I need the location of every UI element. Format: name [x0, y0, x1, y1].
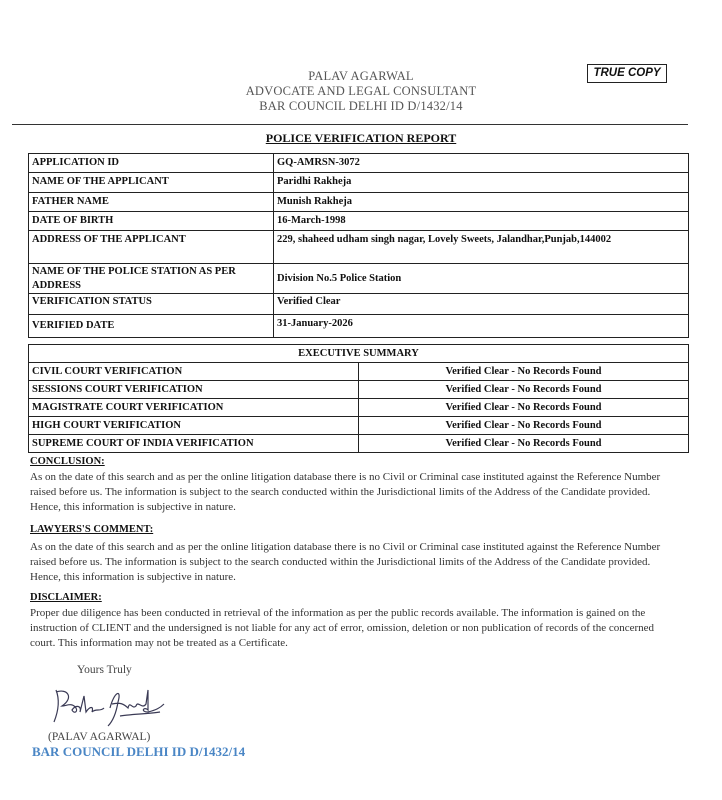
executive-summary-table [28, 344, 689, 453]
details-row [29, 315, 689, 338]
header-divider [12, 124, 688, 125]
details-label: VERIFIED DATE [29, 315, 274, 338]
disclaimer-heading: DISCLAIMER: [30, 592, 102, 603]
details-value: Verified Clear [274, 294, 689, 315]
summary-row [29, 381, 689, 399]
report-title: POLICE VERIFICATION REPORT [265, 131, 457, 145]
closing-text: Yours Truly [77, 664, 132, 676]
advocate-role: ADVOCATE AND LEGAL CONSULTANT [245, 84, 477, 98]
summary-label: SESSIONS COURT VERIFICATION [29, 381, 359, 399]
details-label: VERIFICATION STATUS [29, 294, 274, 315]
details-row [29, 212, 689, 231]
summary-value: Verified Clear - No Records Found [359, 435, 689, 453]
details-row [29, 193, 689, 212]
summary-value: Verified Clear - No Records Found [359, 417, 689, 435]
details-value: Munish Rakheja [274, 193, 689, 212]
disclaimer-text: Proper due diligence has been conducted in retrieval of the information as per the public records available. The information is gained on the instruction of CLIENT and the undersigned is not liable for any act of error, omission, deletion or non publication of records of the concerned court. This information may not be treated as a Certificate. [30, 607, 655, 649]
summary-label: CIVIL COURT VERIFICATION [29, 363, 359, 381]
summary-label: HIGH COURT VERIFICATION [29, 417, 359, 435]
summary-row [29, 399, 689, 417]
details-value: GQ-AMRSN-3072 [274, 154, 689, 173]
advocate-name: PALAV AGARWAL [308, 69, 414, 83]
details-value: Division No.5 Police Station [274, 264, 689, 294]
lawyers-comment-heading: LAWYERS'S COMMENT: [30, 524, 154, 535]
details-label: NAME OF THE APPLICANT [29, 173, 274, 193]
true-copy-stamp: TRUE COPY [587, 64, 667, 83]
summary-row [29, 435, 689, 453]
summary-row [29, 417, 689, 435]
summary-value: Verified Clear - No Records Found [359, 363, 689, 381]
details-row [29, 154, 689, 173]
details-table [28, 153, 689, 338]
conclusion-heading: CONCLUSION: [30, 456, 105, 467]
details-value: 16-March-1998 [274, 212, 689, 231]
signatory-bar-id: BAR COUNCIL DELHI ID D/1432/14 [32, 744, 246, 759]
details-label: ADDRESS OF THE APPLICANT [29, 231, 274, 264]
summary-heading: EXECUTIVE SUMMARY [29, 345, 689, 363]
summary-value: Verified Clear - No Records Found [359, 381, 689, 399]
details-value: Paridhi Rakheja [274, 173, 689, 193]
lawyers-comment-text: As on the date of this search and as per the online litigation database there is no Civil or Criminal case instituted against the Reference Number raised before us. The information is subject to the search conducted within the Jurisdictional limits of the Address of the Candidate provided. Hence, this information is subjective in nature. [30, 541, 661, 583]
summary-value: Verified Clear - No Records Found [359, 399, 689, 417]
signatory-name: (PALAV AGARWAL) [48, 731, 151, 743]
details-value: 229, shaheed udham singh nagar, Lovely Sweets, Jalandhar,Punjab,144002 [274, 231, 689, 264]
signature-image [48, 682, 168, 732]
details-row [29, 231, 689, 264]
details-label: DATE OF BIRTH [29, 212, 274, 231]
details-label: FATHER NAME [29, 193, 274, 212]
summary-label: SUPREME COURT OF INDIA VERIFICATION [29, 435, 359, 453]
details-row [29, 294, 689, 315]
conclusion-text: As on the date of this search and as per the online litigation database there is no Civil or Criminal case instituted against the Reference Number raised before us. The information is subject to the search conducted within the Jurisdictional limits of the Address of the Candidate provided. Hence, this information is subjective in nature. [30, 471, 661, 513]
advocate-bar-id: BAR COUNCIL DELHI ID D/1432/14 [259, 99, 463, 113]
summary-label: MAGISTRATE COURT VERIFICATION [29, 399, 359, 417]
details-row [29, 264, 689, 294]
summary-row [29, 363, 689, 381]
details-label: NAME OF THE POLICE STATION AS PER ADDRESS [29, 264, 274, 294]
details-value: 31-January-2026 [274, 315, 689, 338]
summary-heading-row [29, 345, 689, 363]
details-label: APPLICATION ID [29, 154, 274, 173]
details-row [29, 173, 689, 193]
